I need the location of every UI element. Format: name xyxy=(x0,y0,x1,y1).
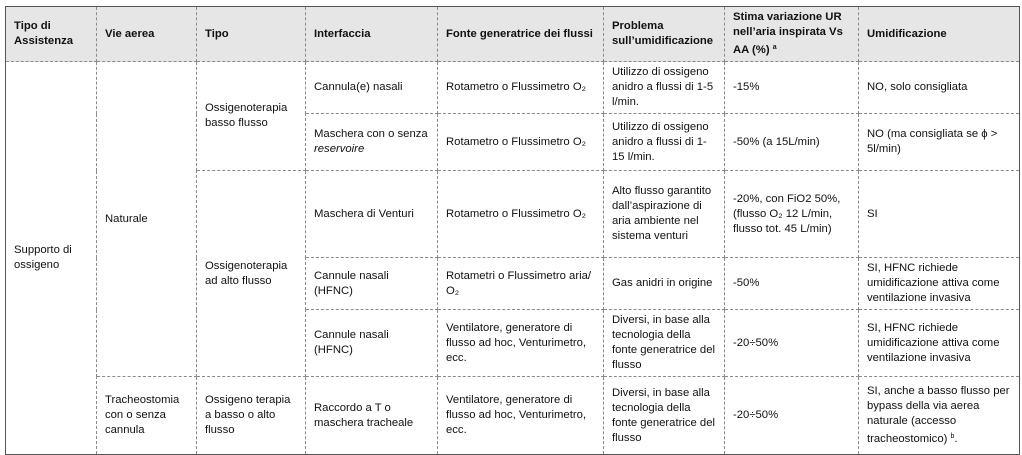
footnote-b: b xyxy=(950,433,955,440)
cell-fonte: Rotametri o Flussimetro aria/ O₂ xyxy=(438,258,604,310)
cell-stima: -20÷50% xyxy=(725,377,859,455)
cell-stima: -50% xyxy=(725,258,859,310)
cell-fonte: Rotametro o Flussimetro O₂ xyxy=(438,114,604,171)
cell-fonte: Ventilatore, generatore di flusso ad hoc, Venturimetro, ecc. xyxy=(438,377,604,455)
cell-naturale: Naturale xyxy=(97,62,197,377)
cell-stima: -50% (a 15L/min) xyxy=(725,114,859,171)
header-stima xyxy=(725,7,859,62)
umidificazione-text: SI, anche a basso flusso per bypass della via aerea naturale (accesso tracheostomico) xyxy=(867,385,1010,445)
cell-interfaccia: Maschera di Venturi xyxy=(306,171,438,258)
cell-stima: -20%, con FiO2 50%, (flusso O₂ 12 L/min, flusso tot. 45 L/min) xyxy=(725,171,859,258)
cell-umidificazione: NO, solo consigliata xyxy=(859,62,1020,114)
cell-problema: Diversi, in base alla tecnologia della fonte generatrice del flusso xyxy=(604,310,725,377)
cell-basso-alto: Ossigeno terapia a basso o alto flusso xyxy=(197,377,306,455)
header-problema: Problema sull’umidificazione xyxy=(604,7,725,62)
cell-fonte: Rotametro o Flussimetro O₂ xyxy=(438,62,604,114)
cell-interfaccia xyxy=(306,114,438,171)
cell-problema: Diversi, in base alla tecnologia della fonte generatrice del flusso xyxy=(604,377,725,455)
table-row xyxy=(6,62,1020,114)
cell-fonte: Rotametro o Flussimetro O₂ xyxy=(438,171,604,258)
cell-fonte: Ventilatore, generatore di flusso ad hoc, Venturimetro, ecc. xyxy=(438,310,604,377)
cell-interfaccia: Cannule nasali (HFNC) xyxy=(306,310,438,377)
cell-basso-flusso: Ossigenoterapia basso flusso xyxy=(197,62,306,171)
header-row xyxy=(6,7,1020,62)
cell-interfaccia: Cannula(e) nasali xyxy=(306,62,438,114)
cell-interfaccia: Raccordo a T o maschera tracheale xyxy=(306,377,438,455)
cell-problema: Utilizzo di ossigeno anidro a flussi di 1-15 l/min. xyxy=(604,114,725,171)
cell-problema: Gas anidri in origine xyxy=(604,258,725,310)
cell-tracheostomia: Tracheostomia con o senza cannula xyxy=(97,377,197,455)
header-interfaccia: Interfaccia xyxy=(306,7,438,62)
header-fonte: Fonte generatrice dei flussi xyxy=(438,7,604,62)
cell-umidificazione: SI, HFNC richiede umidificazione attiva come ventilazione invasiva xyxy=(859,310,1020,377)
cell-problema: Alto flusso garantito dall’aspirazione di aria ambiente nel sistema venturi xyxy=(604,171,725,258)
cell-alto-flusso: Ossigenoterapia ad alto flusso xyxy=(197,171,306,377)
interfaccia-text: Maschera con o senza xyxy=(314,128,428,140)
header-tipo-assistenza: Tipo di Assistenza xyxy=(6,7,97,62)
table-row xyxy=(6,377,1020,455)
umidificazione-end: . xyxy=(954,433,958,445)
cell-stima: -20÷50% xyxy=(725,310,859,377)
header-tipo: Tipo xyxy=(197,7,306,62)
cell-interfaccia: Cannule nasali (HFNC) xyxy=(306,258,438,310)
header-stima-text: Stima variazione UR nell’aria inspirata Vs AA (%) xyxy=(733,11,843,56)
humidification-table xyxy=(5,6,1020,455)
cell-assistenza: Supporto di ossigeno xyxy=(6,62,97,455)
header-vie-aeree: Vie aerea xyxy=(97,7,197,62)
cell-umidificazione: SI xyxy=(859,171,1020,258)
header-umidificazione: Umidificazione xyxy=(859,7,1020,62)
cell-umidificazione: NO (ma consigliata se ϕ > 5l/min) xyxy=(859,114,1020,171)
cell-umidificazione xyxy=(859,377,1020,455)
cell-stima: -15% xyxy=(725,62,859,114)
cell-umidificazione: SI, HFNC richiede umidificazione attiva come ventilazione invasiva xyxy=(859,258,1020,310)
cell-problema: Utilizzo di ossigeno anidro a flussi di 1-5 l/min. xyxy=(604,62,725,114)
footnote-a: a xyxy=(772,44,777,51)
interfaccia-italic: reservoire xyxy=(314,143,365,155)
